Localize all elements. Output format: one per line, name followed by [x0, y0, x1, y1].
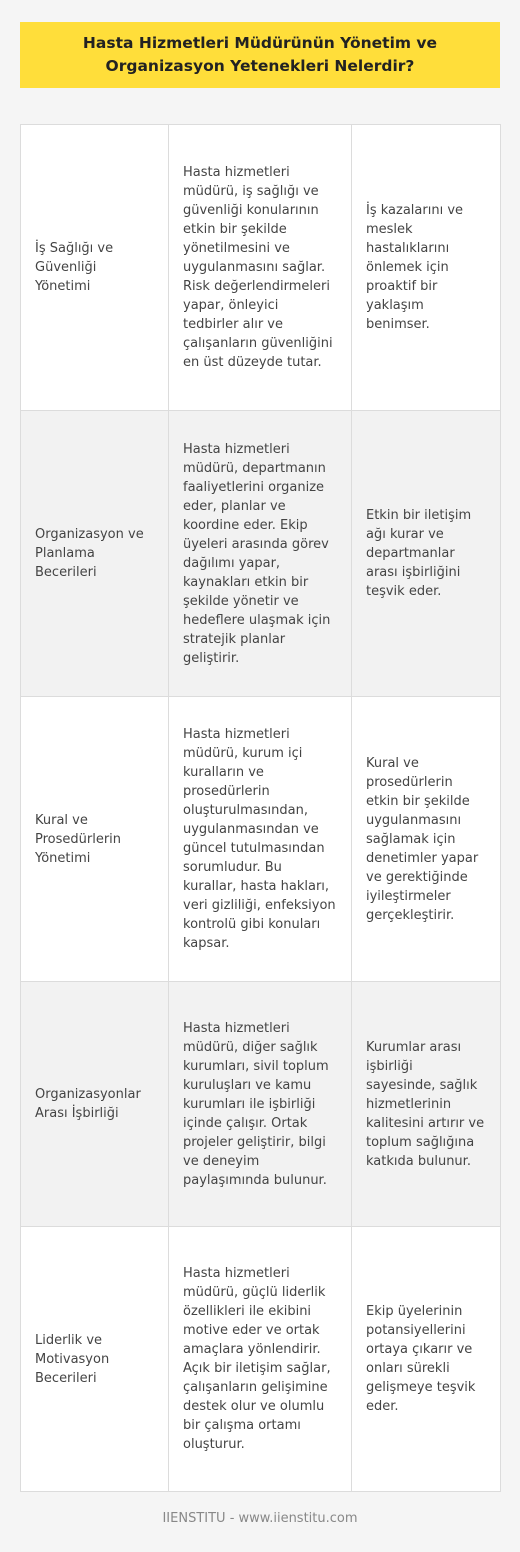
table-row	[21, 411, 501, 697]
table-row	[21, 125, 501, 411]
table-row	[21, 697, 501, 982]
topic-cell: Liderlik ve Motivasyon Becerileri	[21, 1227, 169, 1492]
topic-cell: Organizasyonlar Arası İşbirliği	[21, 982, 169, 1227]
page-title-text: Hasta Hizmetleri Müdürünün Yönetim ve Organizasyon Yetenekleri Nelerdir?	[82, 34, 438, 75]
outcome-cell: Kural ve prosedürlerin etkin bir şekilde uygulanmasını sağlamak için denetimler yapar ve gerektiğinde iyileştirmeler gerçekleştirir.	[352, 697, 501, 982]
outcome-cell: Kurumlar arası işbirliği sayesinde, sağlık hizmetlerinin kalitesini artırır ve toplum sağlığına katkıda bulunur.	[352, 982, 501, 1227]
description-cell: Hasta hizmetleri müdürü, iş sağlığı ve güvenliği konularının etkin bir şekilde yönetilmesini ve uygulanmasını sağlar. Risk değerlendirmeleri yapar, önleyici tedbirler alır ve çalışanların güvenliğini en üst düzeyde tutar.	[169, 125, 352, 411]
description-cell: Hasta hizmetleri müdürü, güçlü liderlik özellikleri ile ekibini motive eder ve ortak amaçlara yönlendirir. Açık bir iletişim sağlar, çalışanların gelişimine destek olur ve olumlu bir çalışma ortamı oluşturur.	[169, 1227, 352, 1492]
table-row	[21, 1227, 501, 1492]
description-cell: Hasta hizmetleri müdürü, diğer sağlık kurumları, sivil toplum kuruluşları ve kamu kurumları ile işbirliği içinde çalışır. Ortak projeler geliştirir, bilgi ve deneyim paylaşımında bulunur.	[169, 982, 352, 1227]
info-table	[20, 124, 501, 1492]
page-title	[20, 22, 500, 88]
outcome-cell: Ekip üyelerinin potansiyellerini ortaya çıkarır ve onları sürekli gelişmeye teşvik eder.	[352, 1227, 501, 1492]
description-cell: Hasta hizmetleri müdürü, kurum içi kuralların ve prosedürlerin oluşturulmasından, uygulanmasından ve güncel tutulmasından sorumludur. Bu kurallar, hasta hakları, veri gizliliği, enfeksiyon kontrolü gibi konuları kapsar.	[169, 697, 352, 982]
outcome-cell: İş kazalarını ve meslek hastalıklarını önlemek için proaktif bir yaklaşım benimser.	[352, 125, 501, 411]
footer-credit: IIENSTITU - www.iienstitu.com	[162, 1511, 358, 1526]
topic-cell: Organizasyon ve Planlama Becerileri	[21, 411, 169, 697]
topic-cell: İş Sağlığı ve Güvenliği Yönetimi	[21, 125, 169, 411]
topic-cell: Kural ve Prosedürlerin Yönetimi	[21, 697, 169, 982]
outcome-cell: Etkin bir iletişim ağı kurar ve departmanlar arası işbirliğini teşvik eder.	[352, 411, 501, 697]
table-row	[21, 982, 501, 1227]
description-cell: Hasta hizmetleri müdürü, departmanın faaliyetlerini organize eder, planlar ve koordine eder. Ekip üyeleri arasında görev dağılımı yapar, kaynakları etkin bir şekilde yönetir ve hedeflere ulaşmak için stratejik planlar geliştirir.	[169, 411, 352, 697]
